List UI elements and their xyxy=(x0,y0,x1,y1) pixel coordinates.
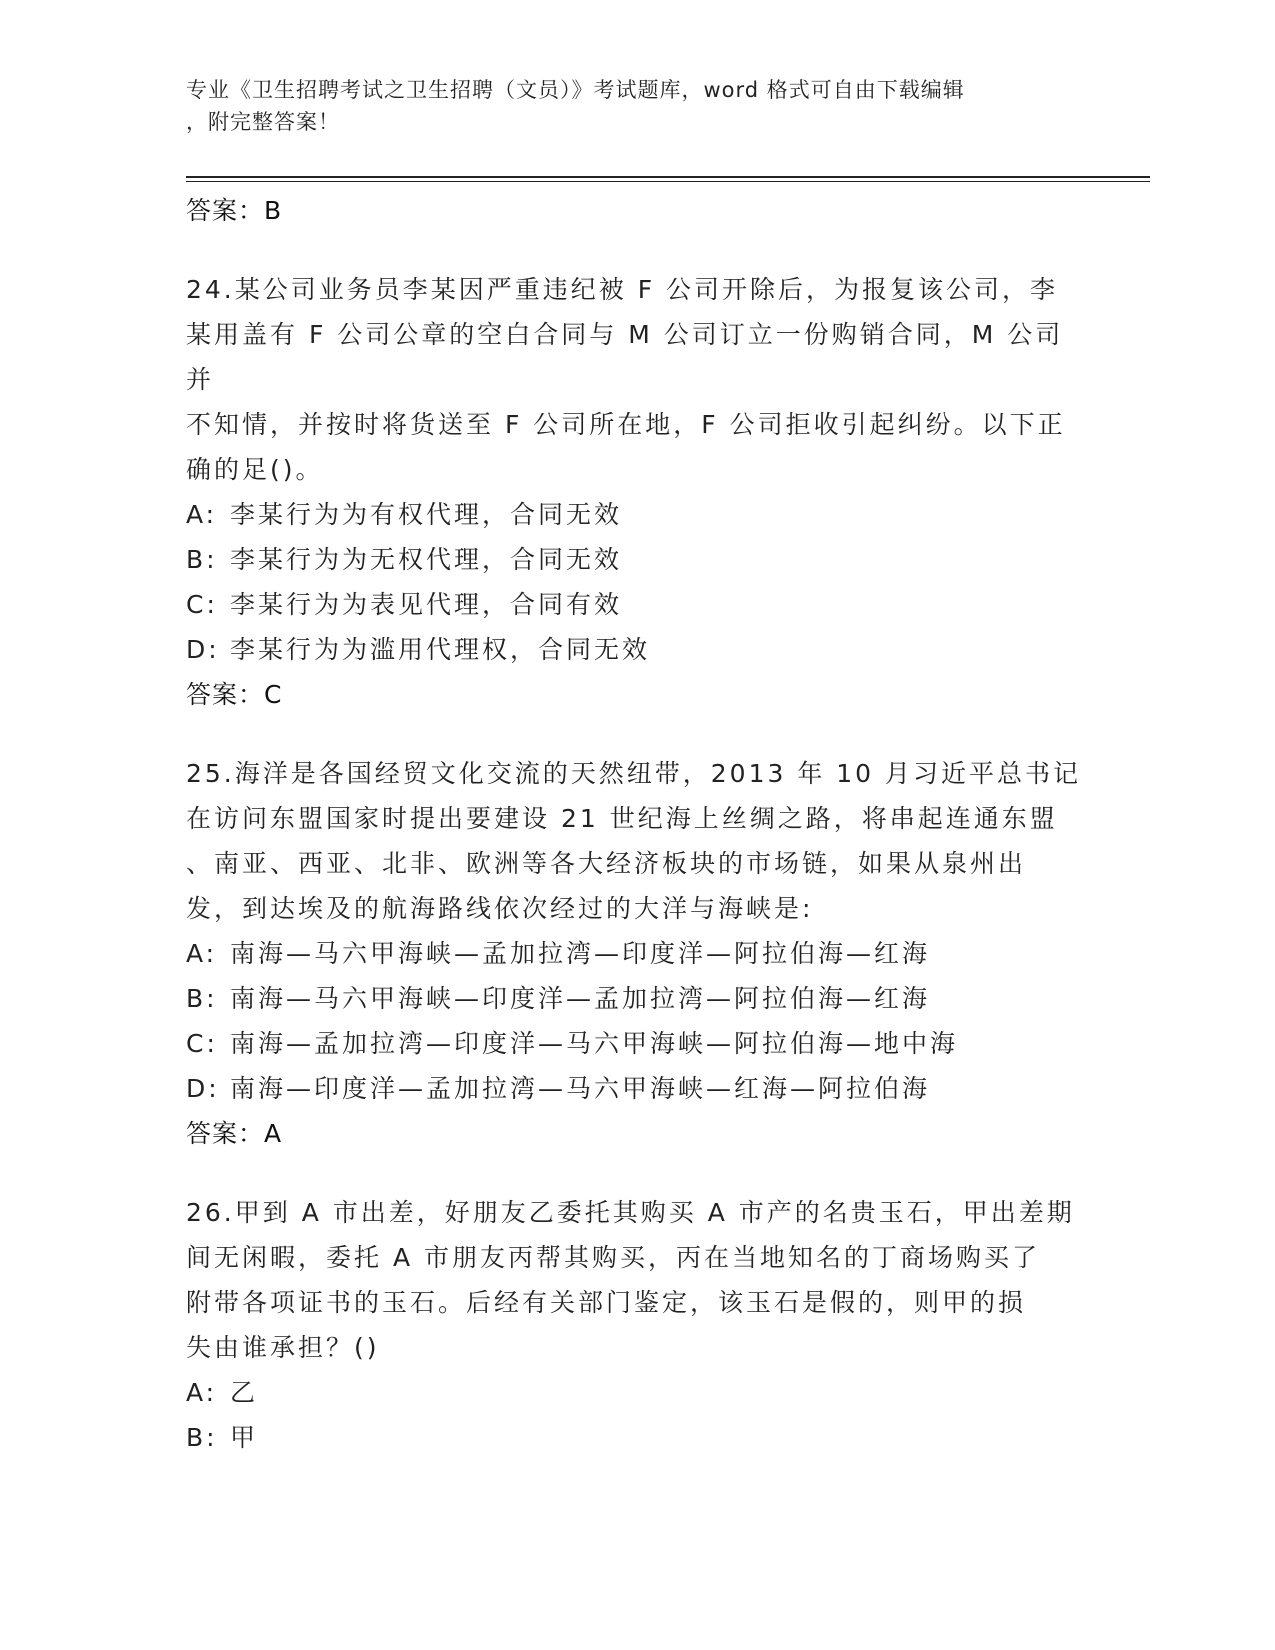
option-text: 李某行为为无权代理，合同无效 xyxy=(230,545,623,574)
option-text: 南海—孟加拉湾—印度洋—马六甲海峡—阿拉伯海—地中海 xyxy=(230,1029,959,1058)
option-letter: C: xyxy=(186,590,218,619)
option-text: 李某行为为有权代理，合同无效 xyxy=(230,500,623,529)
spacer xyxy=(186,233,1086,267)
answer-previous-question: 答案：B xyxy=(186,196,283,225)
option-text: 南海—马六甲海峡—孟加拉湾—印度洋—阿拉伯海—红海 xyxy=(230,939,931,968)
question-25 xyxy=(186,751,1086,1156)
option-text: 南海—印度洋—孟加拉湾—马六甲海峡—红海—阿拉伯海 xyxy=(230,1074,931,1103)
question-24-option-a xyxy=(186,492,1086,537)
page-header xyxy=(186,74,1066,138)
question-24-line-3: 不知情，并按时将货送至 F 公司所在地，F 公司拒收引起纠纷。以下正 xyxy=(186,410,1066,439)
option-letter: C: xyxy=(186,1029,218,1058)
spacer xyxy=(186,717,1086,751)
question-24-line-4: 确的足()。 xyxy=(186,455,324,484)
question-26-option-a xyxy=(186,1370,1086,1415)
question-26-line-3: 附带各项证书的玉石。后经有关部门鉴定，该玉石是假的，则甲的损 xyxy=(186,1288,1027,1317)
question-24-option-b xyxy=(186,537,1086,582)
question-26-option-b xyxy=(186,1415,1086,1460)
header-line-1: 专业《卫生招聘考试之卫生招聘（文员）》考试题库，word 格式可自由下载编辑 xyxy=(186,78,965,102)
option-text: 李某行为为滥用代理权，合同无效 xyxy=(230,635,651,664)
question-25-line-1: 25.海洋是各国经贸文化交流的天然纽带，2013 年 10 月习近平总书记 xyxy=(186,759,1082,788)
question-24-line-1: 24.某公司业务员李某因严重违纪被 F 公司开除后，为报复该公司，李 xyxy=(186,275,1059,304)
question-24 xyxy=(186,267,1086,717)
option-text: 乙 xyxy=(230,1378,259,1407)
option-letter: A: xyxy=(186,1378,218,1407)
header-rule-thin xyxy=(186,181,1150,182)
question-25-line-2: 在访问东盟国家时提出要建设 21 世纪海上丝绸之路，将串起连通东盟 xyxy=(186,804,1058,833)
question-25-option-b xyxy=(186,976,1086,1021)
spacer xyxy=(186,1156,1086,1190)
option-letter: D: xyxy=(186,1074,220,1103)
option-letter: B: xyxy=(186,984,218,1013)
question-24-option-d xyxy=(186,627,1086,672)
question-26-line-2: 间无闲暇，委托 A 市朋友丙帮其购买，丙在当地知名的丁商场购买了 xyxy=(186,1243,1040,1272)
question-25-line-4: 发，到达埃及的航海路线依次经过的大洋与海峡是: xyxy=(186,894,814,923)
question-25-option-a xyxy=(186,931,1086,976)
question-25-line-3: 、南亚、西亚、北非、欧洲等各大经济板块的市场链，如果从泉州出 xyxy=(186,849,1027,878)
question-26 xyxy=(186,1190,1086,1460)
question-24-answer: 答案：C xyxy=(186,680,283,709)
question-24-line-2: 某用盖有 F 公司公章的空白合同与 M 公司订立一份购销合同，M 公司并 xyxy=(186,320,1064,394)
option-letter: B: xyxy=(186,1423,218,1452)
option-text: 南海—马六甲海峡—印度洋—孟加拉湾—阿拉伯海—红海 xyxy=(230,984,931,1013)
option-text: 甲 xyxy=(230,1423,259,1452)
question-26-line-4: 失由谁承担？() xyxy=(186,1333,380,1362)
header-rule-thick xyxy=(186,176,1150,178)
question-25-option-d xyxy=(186,1066,1086,1111)
question-26-line-1: 26.甲到 A 市出差，好朋友乙委托其购买 A 市产的名贵玉石，甲出差期 xyxy=(186,1198,1075,1227)
option-letter: A: xyxy=(186,500,218,529)
header-line-2: ，附完整答案！ xyxy=(186,110,340,134)
option-text: 李某行为为表见代理，合同有效 xyxy=(230,590,623,619)
option-letter: B: xyxy=(186,545,218,574)
question-25-answer: 答案：A xyxy=(186,1119,283,1148)
exam-content xyxy=(186,188,1086,1460)
question-25-option-c xyxy=(186,1021,1086,1066)
question-24-option-c xyxy=(186,582,1086,627)
option-letter: D: xyxy=(186,635,220,664)
option-letter: A: xyxy=(186,939,218,968)
